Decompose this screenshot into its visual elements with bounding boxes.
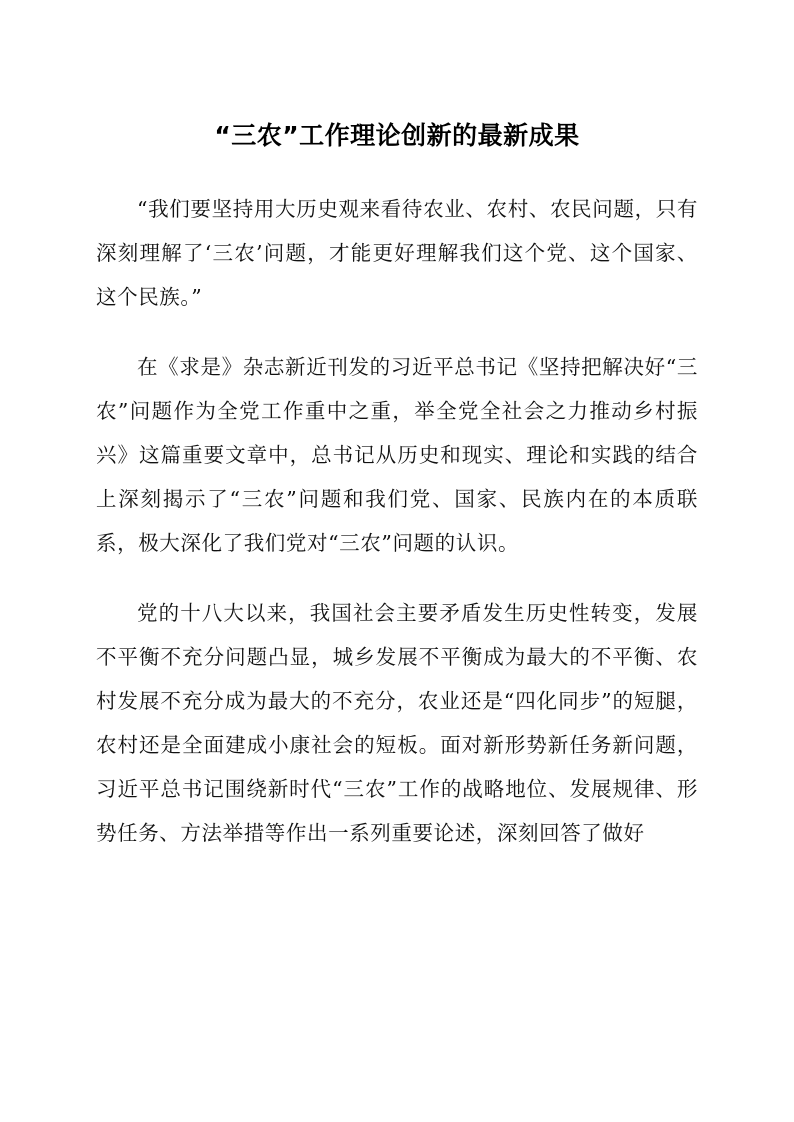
paragraph-quote: “我们要坚持用大历史观来看待农业、农村、农民问题，只有深刻理解了‘三农’问题，才能更好理解我们这个党、这个国家、这个民族。” [96, 197, 698, 309]
paragraph-body-2: 党的十八大以来，我国社会主要矛盾发生历史性转变，发展不平衡不充分问题凸显，城乡发展不平衡成为最大的不平衡、农村发展不充分成为最大的不充分，农业还是“四化同步”的短腿，农村还是全面建成小康社会的短板。面对新形势新任务新问题，习近平总书记围绕新时代“三农”工作的战略地位、发展规律、形势任务、方法举措等作出一系列重要论述，深刻回答了做好 [96, 601, 698, 845]
paragraph-body-1: 在《求是》杂志新近刊发的习近平总书记《坚持把解决好“三农”问题作为全党工作重中之重，举全党全社会之力推动乡村振兴》这篇重要文章中，总书记从历史和现实、理论和实践的结合上深刻揭示了“三农”问题和我们党、国家、民族内在的本质联系，极大深化了我们党对“三农”问题的认识。 [96, 355, 698, 555]
page-title: “三农”工作理论创新的最新成果 [214, 121, 580, 150]
